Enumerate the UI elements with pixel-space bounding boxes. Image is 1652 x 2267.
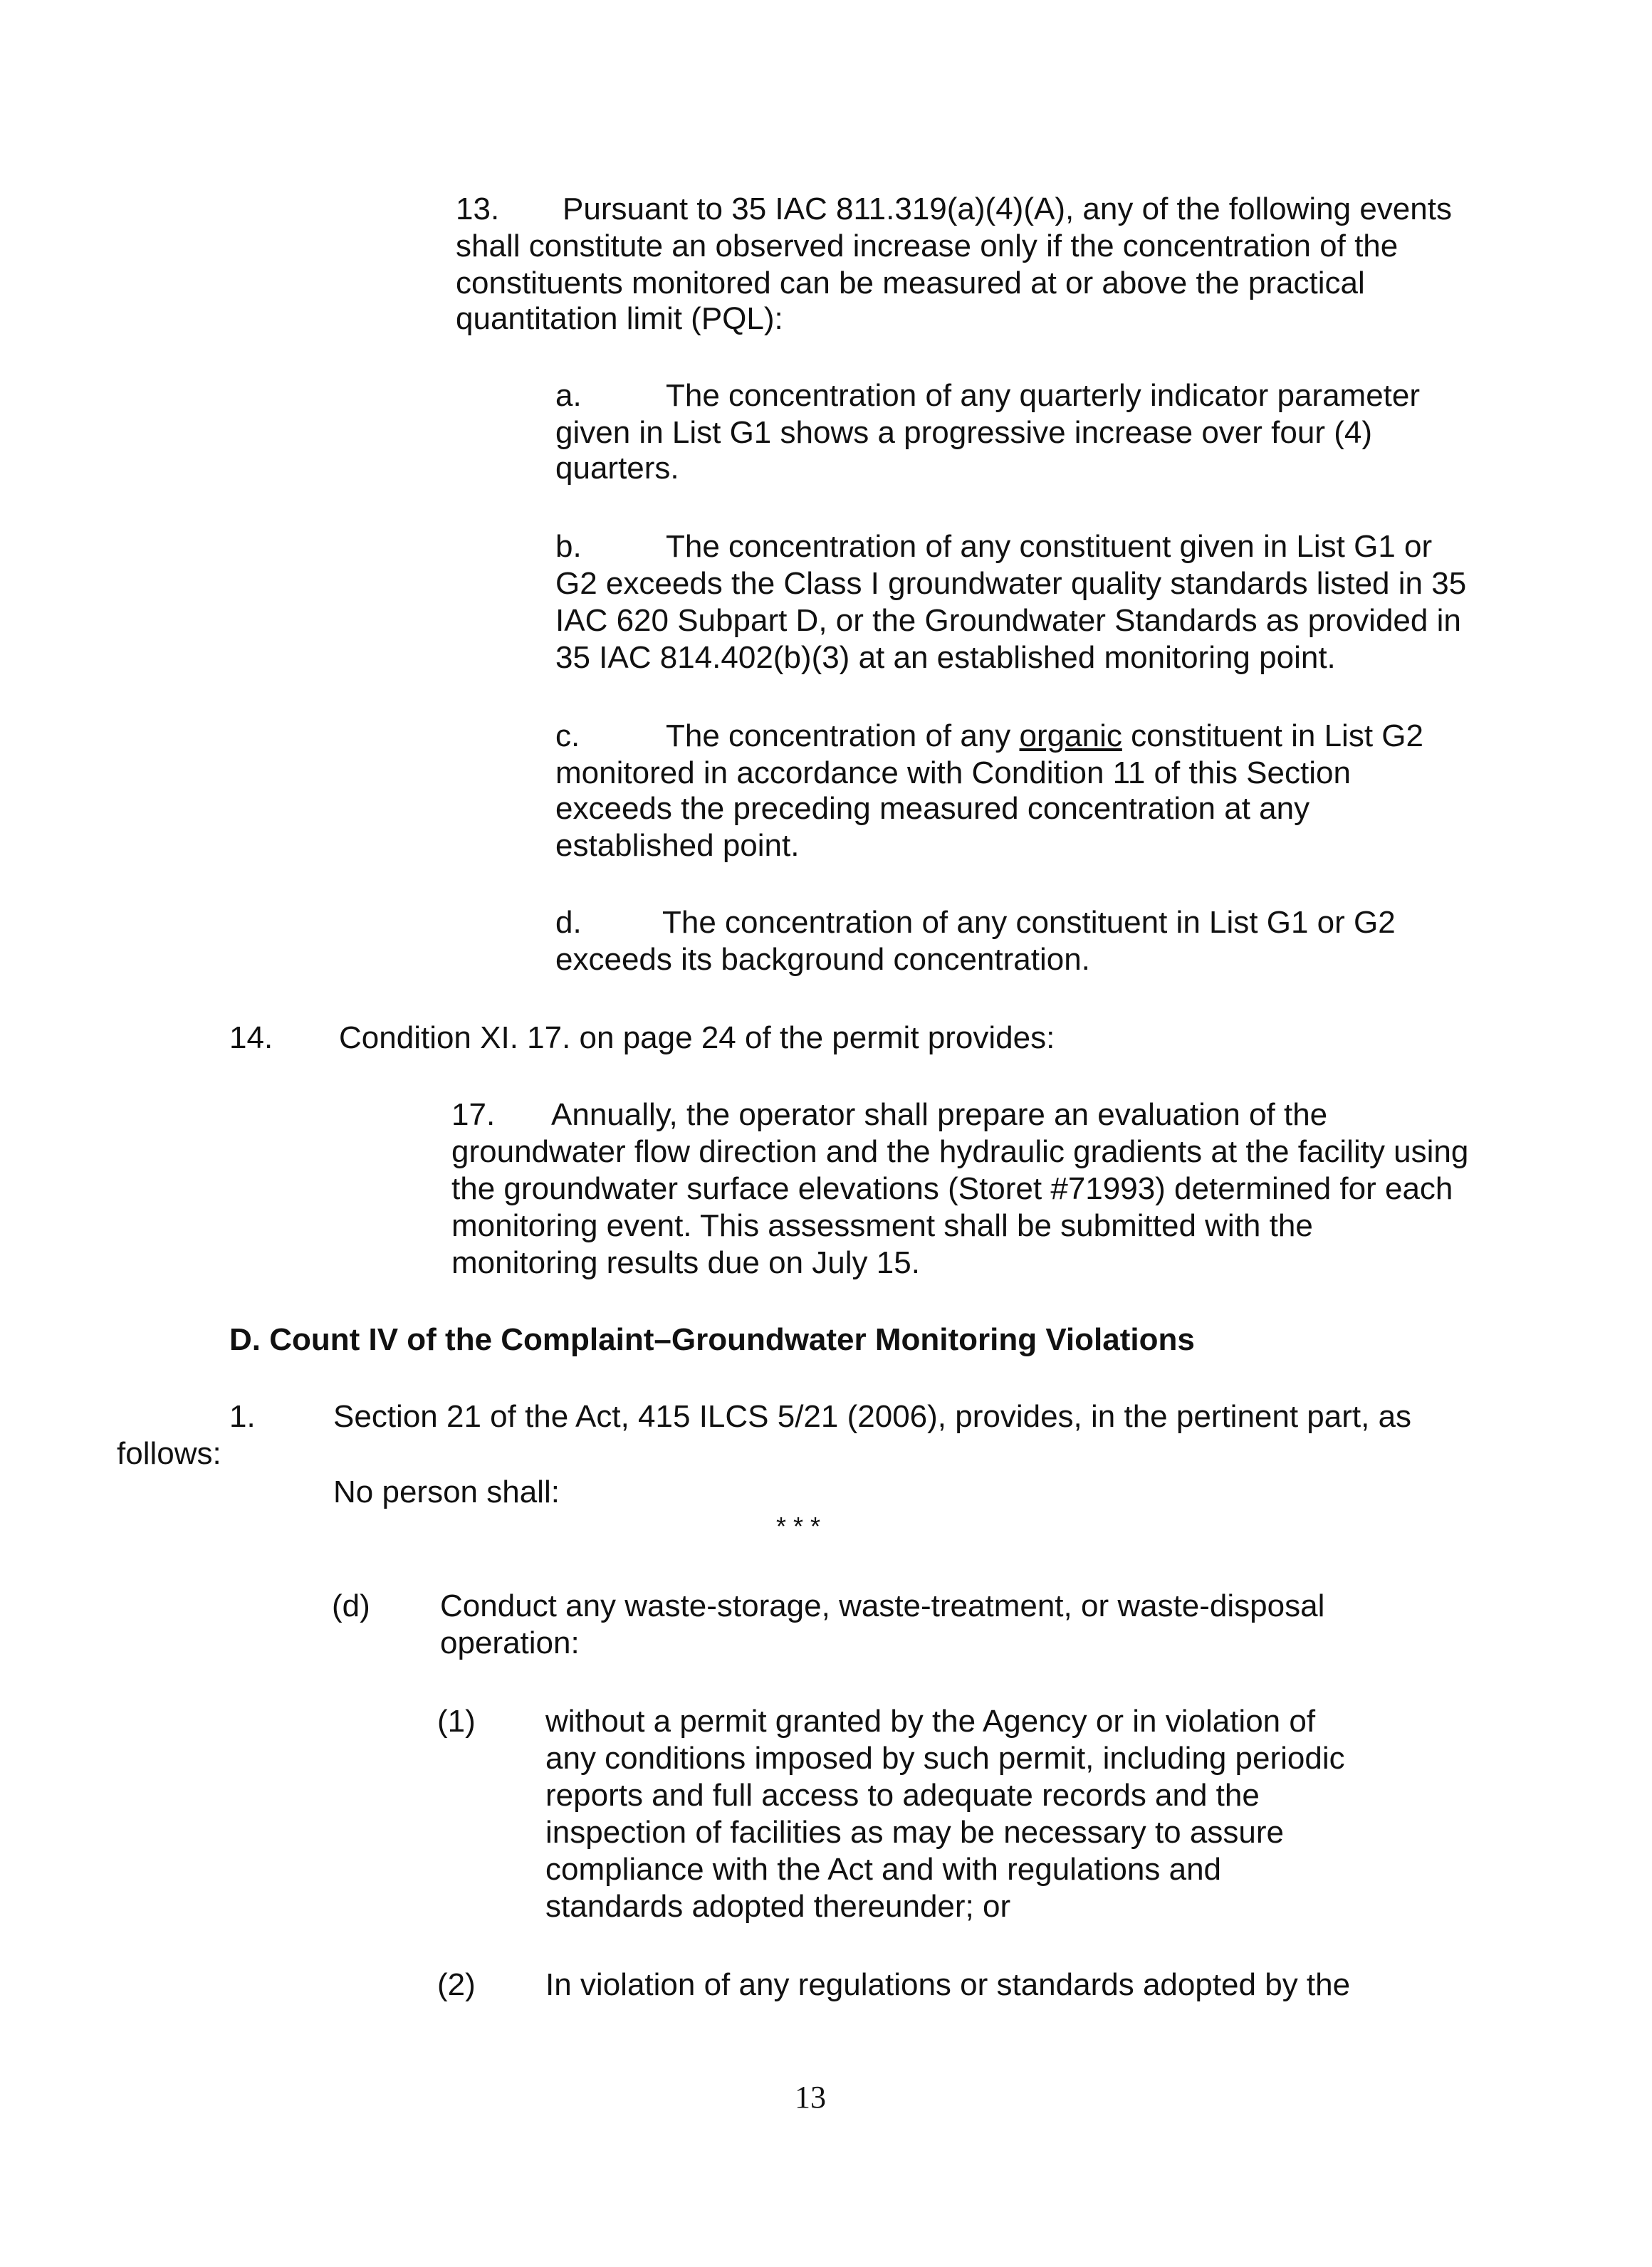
ellipsis-asterisks: * * * [776, 1512, 821, 1541]
item-d-1-line-5: compliance with the Act and with regulations and [545, 1852, 1222, 1887]
item-13a-line-1: The concentration of any quarterly indicator parameter [666, 378, 1421, 413]
item-17-line-2: groundwater flow direction and the hydraulic gradients at the facility using [451, 1134, 1469, 1169]
item-13c-line-3: exceeds the preceding measured concentration at any [555, 791, 1310, 826]
item-13a-line-2: given in List G1 shows a progressive increase over four (4) [555, 415, 1372, 450]
page-number: 13 [795, 2080, 826, 2115]
item-d-line-1: Conduct any waste-storage, waste-treatment, or waste-disposal [440, 1588, 1325, 1623]
item-d-2-line-1: In violation of any regulations or standards adopted by the [545, 1967, 1351, 2002]
item-d-1-label: (1) [437, 1704, 476, 1739]
item-13d-line-1: The concentration of any constituent in List G1 or G2 [662, 905, 1396, 940]
item-d-line-2: operation: [440, 1625, 580, 1660]
item-d-1-line-1: without a permit granted by the Agency or in violation of [545, 1704, 1316, 1739]
item-13-line-1: Pursuant to 35 IAC 811.319(a)(4)(A), any of the following events [563, 192, 1452, 226]
item-d-2-label: (2) [437, 1967, 476, 2002]
item-13a-line-3: quarters. [555, 451, 679, 486]
item-d1-line-1: Section 21 of the Act, 415 ILCS 5/21 (2006), provides, in the pertinent part, as [333, 1399, 1412, 1434]
item-17-line-5: monitoring results due on July 15. [451, 1245, 920, 1280]
item-d-1-line-6: standards adopted thereunder; or [545, 1889, 1011, 1924]
item-d-label: (d) [332, 1588, 370, 1623]
item-14-text: Condition XI. 17. on page 24 of the permit provides: [339, 1020, 1055, 1055]
section-d-heading: D. Count IV of the Complaint–Groundwater Monitoring Violations [229, 1322, 1195, 1357]
item-13-line-4: quantitation limit (PQL): [456, 301, 783, 336]
item-13b-label: b. [555, 529, 582, 564]
item-d1-line-2: follows: [117, 1436, 221, 1471]
organic-underlined: organic [1019, 718, 1122, 753]
item-13b-line-1: The concentration of any constituent given in List G1 or [666, 529, 1433, 564]
item-d-1-line-4: inspection of facilities as may be necessary to assure [545, 1815, 1284, 1850]
item-13c-line-4: established point. [555, 828, 800, 863]
item-17-line-4: monitoring event. This assessment shall be submitted with the [451, 1208, 1313, 1243]
item-14-number: 14. [229, 1020, 273, 1055]
item-d-1-line-3: reports and full access to adequate records and the [545, 1778, 1260, 1813]
no-person-shall: No person shall: [333, 1475, 560, 1509]
item-d1-number: 1. [229, 1399, 256, 1434]
item-13d-line-2: exceeds its background concentration. [555, 942, 1090, 977]
item-13-number: 13. [456, 192, 500, 226]
item-17-number: 17. [451, 1097, 496, 1132]
item-13-line-2: shall constitute an observed increase only if the concentration of the [456, 229, 1399, 263]
item-13c-line-1-after: constituent in List G2 [1122, 718, 1423, 753]
item-17-line-3: the groundwater surface elevations (Storet #71993) determined for each [451, 1171, 1453, 1206]
item-13b-line-2: G2 exceeds the Class I groundwater quality standards listed in 35 [555, 566, 1467, 601]
item-13a-label: a. [555, 378, 582, 413]
item-13b-line-3: IAC 620 Subpart D, or the Groundwater Standards as provided in [555, 603, 1461, 638]
item-13d-label: d. [555, 905, 582, 940]
item-13-line-3: constituents monitored can be measured at or above the practical [456, 266, 1365, 300]
item-13c-line-1 [666, 718, 1423, 755]
item-13c-line-1-before: The concentration of any [666, 718, 1020, 753]
item-17-line-1: Annually, the operator shall prepare an evaluation of the [551, 1097, 1328, 1132]
item-13c-line-2: monitored in accordance with Condition 11 of this Section [555, 755, 1351, 790]
item-13b-line-4: 35 IAC 814.402(b)(3) at an established monitoring point. [555, 640, 1336, 675]
item-d-1-line-2: any conditions imposed by such permit, including periodic [545, 1741, 1345, 1776]
item-13c-label: c. [555, 718, 580, 753]
